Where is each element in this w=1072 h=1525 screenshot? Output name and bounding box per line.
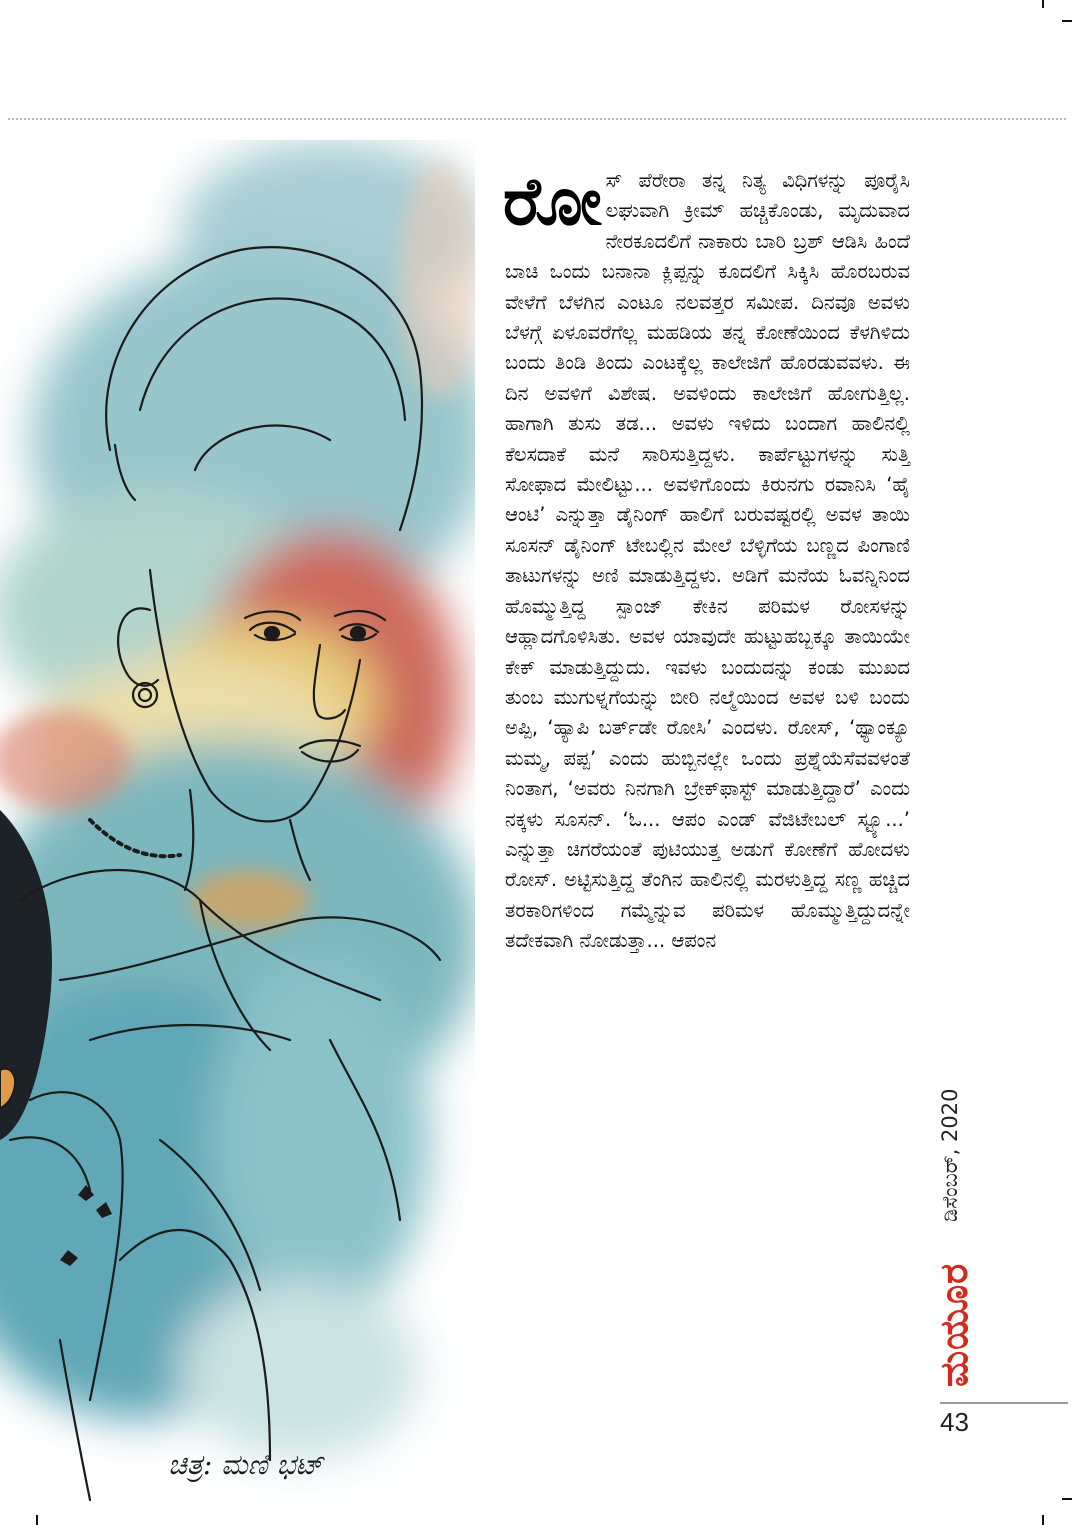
drop-cap: ರೋ bbox=[503, 163, 602, 240]
magazine-logo: ಮಯೂರ bbox=[932, 1262, 976, 1387]
portrait-illustration bbox=[0, 140, 475, 1515]
artist-signature: ಚಿತ್ರ: ಮಣಿ ಭಟ್ bbox=[168, 1448, 324, 1481]
crop-mark bbox=[1062, 1498, 1072, 1500]
crop-mark bbox=[1042, 1515, 1044, 1525]
crop-mark bbox=[36, 1515, 38, 1525]
crop-mark bbox=[1042, 0, 1044, 8]
page-number: 43 bbox=[940, 1407, 969, 1437]
issue-date: ಡಿಸೆಂಬರ್, 2020 bbox=[938, 1088, 962, 1222]
article-text: ಸ್ ಪೆರೇರಾ ತನ್ನ ನಿತ್ಯ ವಿಧಿಗಳನ್ನು ಪೂರೈಸಿ ಲಘುವಾಗಿ ಕ್ರೀಮ್ ಹಚ್ಚಿಕೊಂಡು, ಮೃದುವಾದ ನೇರಕೂದಲಿಗೆ ನಾಕಾರು ಬಾರಿ ಬ್ರಶ್ ಆಡಿಸಿ ಹಿಂದೆ ಬಾಚಿ ಒಂದು ಬನಾನಾ ಕ್ಲಿಪ್ಪನ್ನು ಕೂದಲಿಗೆ ಸಿಕ್ಕಿಸಿ ಹೊರಬರುವ ವೇಳೆಗೆ ಬೆಳಗಿನ ಎಂಟೂ ನಲವತ್ತರ ಸಮೀಪ. ದಿನವೂ ಅವಳು ಬೆಳಗ್ಗೆ ಏಳೂವರೆಗೆಲ್ಲ ಮಹಡಿಯ ತನ್ನ ಕೋಣೆಯಿಂದ ಕೆಳಗಿಳಿದು ಬಂದು ತಿಂಡಿ ತಿಂದು ಎಂಟಕ್ಕೆಲ್ಲ ಕಾಲೇಜಿಗೆ ಹೊರಡುವವಳು. ಈ ದಿನ ಅವಳಿಗೆ ವಿಶೇಷ. ಅವಳಿಂದು ಕಾಲೇಜಿಗೆ ಹೋಗುತ್ತಿಲ್ಲ. ಹಾಗಾಗಿ ತುಸು ತಡ... ಅವಳು ಇಳಿದು ಬಂದಾಗ ಹಾಲಿನಲ್ಲಿ ಕೆಲಸದಾಕೆ ಮನೆ ಸಾರಿಸುತ್ತಿದ್ದಳು. ಕಾರ್ಪೆಟ್ಟುಗಳನ್ನು ಸುತ್ತಿ ಸೋಫಾದ ಮೇಲಿಟ್ಟು... ಅವಳಿಗೊಂದು ಕಿರುನಗು ರವಾನಿಸಿ ‘ಹೈ ಆಂಟಿ’ ಎನ್ನುತ್ತಾ ಡೈನಿಂಗ್ ಹಾಲಿಗೆ ಬರುವಷ್ಟರಲ್ಲಿ ಅವಳ ತಾಯಿ ಸೂಸನ್ ಡೈನಿಂಗ್ ಟೇಬಲ್ಲಿನ ಮೇಲೆ ಬೆಳ್ಳಿಗೆಯ ಬಣ್ಣದ ಪಿಂಗಾಣಿ ತಾಟುಗಳನ್ನು ಅಣಿ ಮಾಡುತ್ತಿದ್ದಳು. ಅಡಿಗೆ ಮನೆಯ ಓವನ್ನಿನಿಂದ ಹೊಮ್ಮುತ್ತಿದ್ದ ಸ್ಪಾಂಜ್ ಕೇಕಿನ ಪರಿಮಳ ರೋಸಳನ್ನು ಆಹ್ಲಾದಗೊಳಿಸಿತು. ಅವಳ ಯಾವುದೇ ಹುಟ್ಟುಹಬ್ಬಕ್ಕೂ ತಾಯಿಯೇ ಕೇಕ್ ಮಾಡುತ್ತಿದ್ದುದು. ಇವಳು ಬಂದುದನ್ನು ಕಂಡು ಮುಖದ ತುಂಬ ಮುಗುಳ್ನಗೆಯನ್ನು ಬೀರಿ ನಲ್ಮೆಯಿಂದ ಅವಳ ಬಳಿ ಬಂದು ಅಪ್ಪಿ, ‘ಹ್ಯಾಪಿ ಬರ್ತ್‌ಡೇ ರೋಸಿ’ ಎಂದಳು. ರೋಸ್, ‘ಥ್ಯಾಂಕ್ಯೂ ಮಮ್ಮ, ಪಪ್ಪ’ ಎಂದು ಹುಬ್ಬಿನಲ್ಲೇ ಒಂದು ಪ್ರಶ್ನೆಯೆಸೆವವಳಂತೆ ನಿಂತಾಗ, ‘ಅವರು ನಿನಗಾಗಿ ಬ್ರೇಕ್‌ಫಾಸ್ಟ್ ಮಾಡುತ್ತಿದ್ದಾರೆ’ ಎಂದು ನಕ್ಕಳು ಸೂಸನ್. ‘ಓ... ಆಪಂ ಎಂಡ್ ವೆಜಿಟೇಬಲ್ ಸ್ಟ್ಯೂ...’ ಎನ್ನುತ್ತಾ ಚಿಗರೆಯಂತೆ ಪುಟಿಯುತ್ತ ಅಡುಗೆ ಕೋಣೆಗೆ ಹೋದಳು ರೋಸ್. ಅಟ್ಟಿಸುತ್ತಿದ್ದ ತೆಂಗಿನ ಹಾಲಿನಲ್ಲಿ ಮರಳುತ್ತಿದ್ದ ಸಣ್ಣ ಹಚ್ಚಿದ ತರಕಾರಿಗಳಿಂದ ಗಮ್ಮೆನ್ನುವ ಪರಿಮಳ ಹೊಮ್ಮುತ್ತಿದ್ದುದನ್ನೇ ತದೇಕವಾಗಿ ನೋಡುತ್ತಾ... ಆಪಂನ bbox=[505, 169, 910, 953]
header-dotted-rule bbox=[8, 118, 1066, 120]
article-body bbox=[503, 163, 910, 957]
crop-mark bbox=[1062, 20, 1072, 22]
page-number-rule bbox=[940, 1402, 1068, 1404]
